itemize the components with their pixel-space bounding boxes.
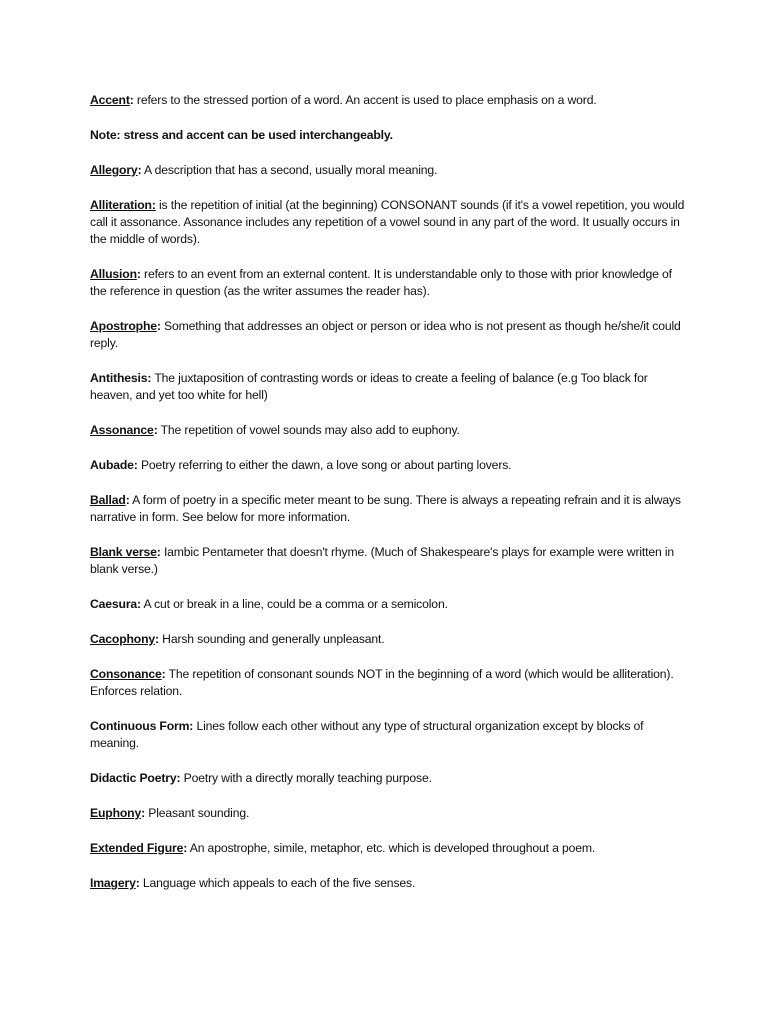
definition-assonance: The repetition of vowel sounds may also add to euphony. [157, 423, 460, 437]
term-allusion: Allusion [90, 267, 137, 281]
definition-apostrophe: Something that addresses an object or person or idea who is not present as though he/she/it could reply. [90, 319, 681, 350]
note-text: Note: stress and accent can be used interchangeably. [90, 128, 393, 142]
term-aubade: Aubade: [90, 458, 138, 472]
glossary-entry-accent: Accent: refers to the stressed portion of a word. An accent is used to place emphasis on a word. [90, 93, 597, 107]
glossary-entry-ballad: Ballad: A form of poetry in a specific meter meant to be sung. There is always a repeating refrain and it is always narrative in form. See below for more information. [90, 493, 681, 524]
definition-allusion: refers to an event from an external content. It is understandable only to those with prior knowledge of the reference in question (as the writer assumes the reader has). [90, 267, 672, 298]
glossary-entry-continuous-form [90, 718, 690, 752]
definition-euphony: Pleasant sounding. [145, 806, 250, 820]
term-euphony: Euphony [90, 806, 142, 820]
term-antithesis: Antithesis: [90, 371, 152, 385]
glossary-entry-allusion: Allusion: refers to an event from an external content. It is understandable only to those with prior knowledge of the reference in question (as the writer assumes the reader has). [90, 267, 672, 298]
term-imagery: Imagery [90, 876, 136, 890]
definition-aubade: Poetry referring to either the dawn, a love song or about parting lovers. [137, 458, 512, 472]
term-caesura: Caesura: [90, 597, 141, 611]
term-ballad: Ballad [90, 493, 126, 507]
definition-extended-figure: An apostrophe, simile, metaphor, etc. which is developed throughout a poem. [187, 841, 596, 855]
glossary-entry-aubade [90, 457, 690, 474]
definition-blank-verse: Iambic Pentameter that doesn't rhyme. (Much of Shakespeare's plays for example were written in blank verse.) [90, 545, 675, 576]
term-consonance: Consonance [90, 667, 162, 681]
definition-continuous-form: Lines follow each other without any type of structural organization except by blocks of meaning. [90, 719, 644, 750]
definition-accent: refers to the stressed portion of a word. An accent is used to place emphasis on a word. [133, 93, 597, 107]
glossary-entry-apostrophe: Apostrophe: Something that addresses an object or person or idea who is not present as though he/she/it could reply. [90, 319, 681, 350]
definition-caesura: A cut or break in a line, could be a comma or a semicolon. [140, 597, 448, 611]
definition-alliteration: is the repetition of initial (at the beginning) CONSONANT sounds (if it's a vowel repetition, you would call it assonance. Assonance includes any repetition of a vowel sound in any part of the word. It usually occurs in the middle of words). [90, 198, 685, 246]
glossary-entry-antithesis [90, 370, 690, 404]
definition-cacophony: Harsh sounding and generally unpleasant. [158, 632, 385, 646]
glossary-list [90, 92, 690, 910]
definition-didactic-poetry: Poetry with a directly morally teaching purpose. [180, 771, 432, 785]
glossary-entry-assonance: Assonance: The repetition of vowel sounds may also add to euphony. [90, 423, 460, 437]
term-assonance: Assonance [90, 423, 154, 437]
glossary-entry-cacophony: Cacophony: Harsh sounding and generally unpleasant. [90, 632, 385, 646]
glossary-entry-allegory: Allegory: A description that has a second, usually moral meaning. [90, 163, 438, 177]
term-extended-figure: Extended Figure [90, 841, 184, 855]
definition-imagery: Language which appeals to each of the five senses. [139, 876, 416, 890]
term-cacophony: Cacophony [90, 632, 156, 646]
term-blank-verse: Blank verse [90, 545, 157, 559]
glossary-entry-blank-verse: Blank verse: Iambic Pentameter that doesn't rhyme. (Much of Shakespeare's plays for example were written in blank verse.) [90, 545, 675, 576]
term-alliteration: Alliteration: [90, 198, 156, 212]
glossary-entry-extended-figure: Extended Figure: An apostrophe, simile, metaphor, etc. which is developed throughout a poem. [90, 841, 596, 855]
glossary-entry-didactic-poetry [90, 770, 690, 787]
definition-consonance: The repetition of consonant sounds NOT in the beginning of a word (which would be alliteration). Enforces relation. [90, 667, 674, 698]
glossary-entry-consonance: Consonance: The repetition of consonant sounds NOT in the beginning of a word (which would be alliteration). Enforces relation. [90, 667, 674, 698]
glossary-entry-alliteration [90, 197, 690, 248]
term-didactic-poetry: Didactic Poetry: [90, 771, 181, 785]
term-accent: Accent [90, 93, 130, 107]
definition-allegory: A description that has a second, usually moral meaning. [141, 163, 438, 177]
term-continuous-form: Continuous Form: [90, 719, 194, 733]
definition-ballad: A form of poetry in a specific meter meant to be sung. There is always a repeating refrain and it is always narrative in form. See below for more information. [90, 493, 681, 524]
definition-antithesis: The juxtaposition of contrasting words or ideas to create a feeling of balance (e.g Too black for heaven, and yet too white for hell) [90, 371, 648, 402]
glossary-entry-euphony: Euphony: Pleasant sounding. [90, 806, 250, 820]
term-apostrophe: Apostrophe [90, 319, 157, 333]
glossary-entry-imagery: Imagery: Language which appeals to each of the five senses. [90, 876, 416, 890]
glossary-entry-caesura [90, 596, 690, 613]
glossary-note [90, 127, 690, 144]
term-allegory: Allegory [90, 163, 138, 177]
